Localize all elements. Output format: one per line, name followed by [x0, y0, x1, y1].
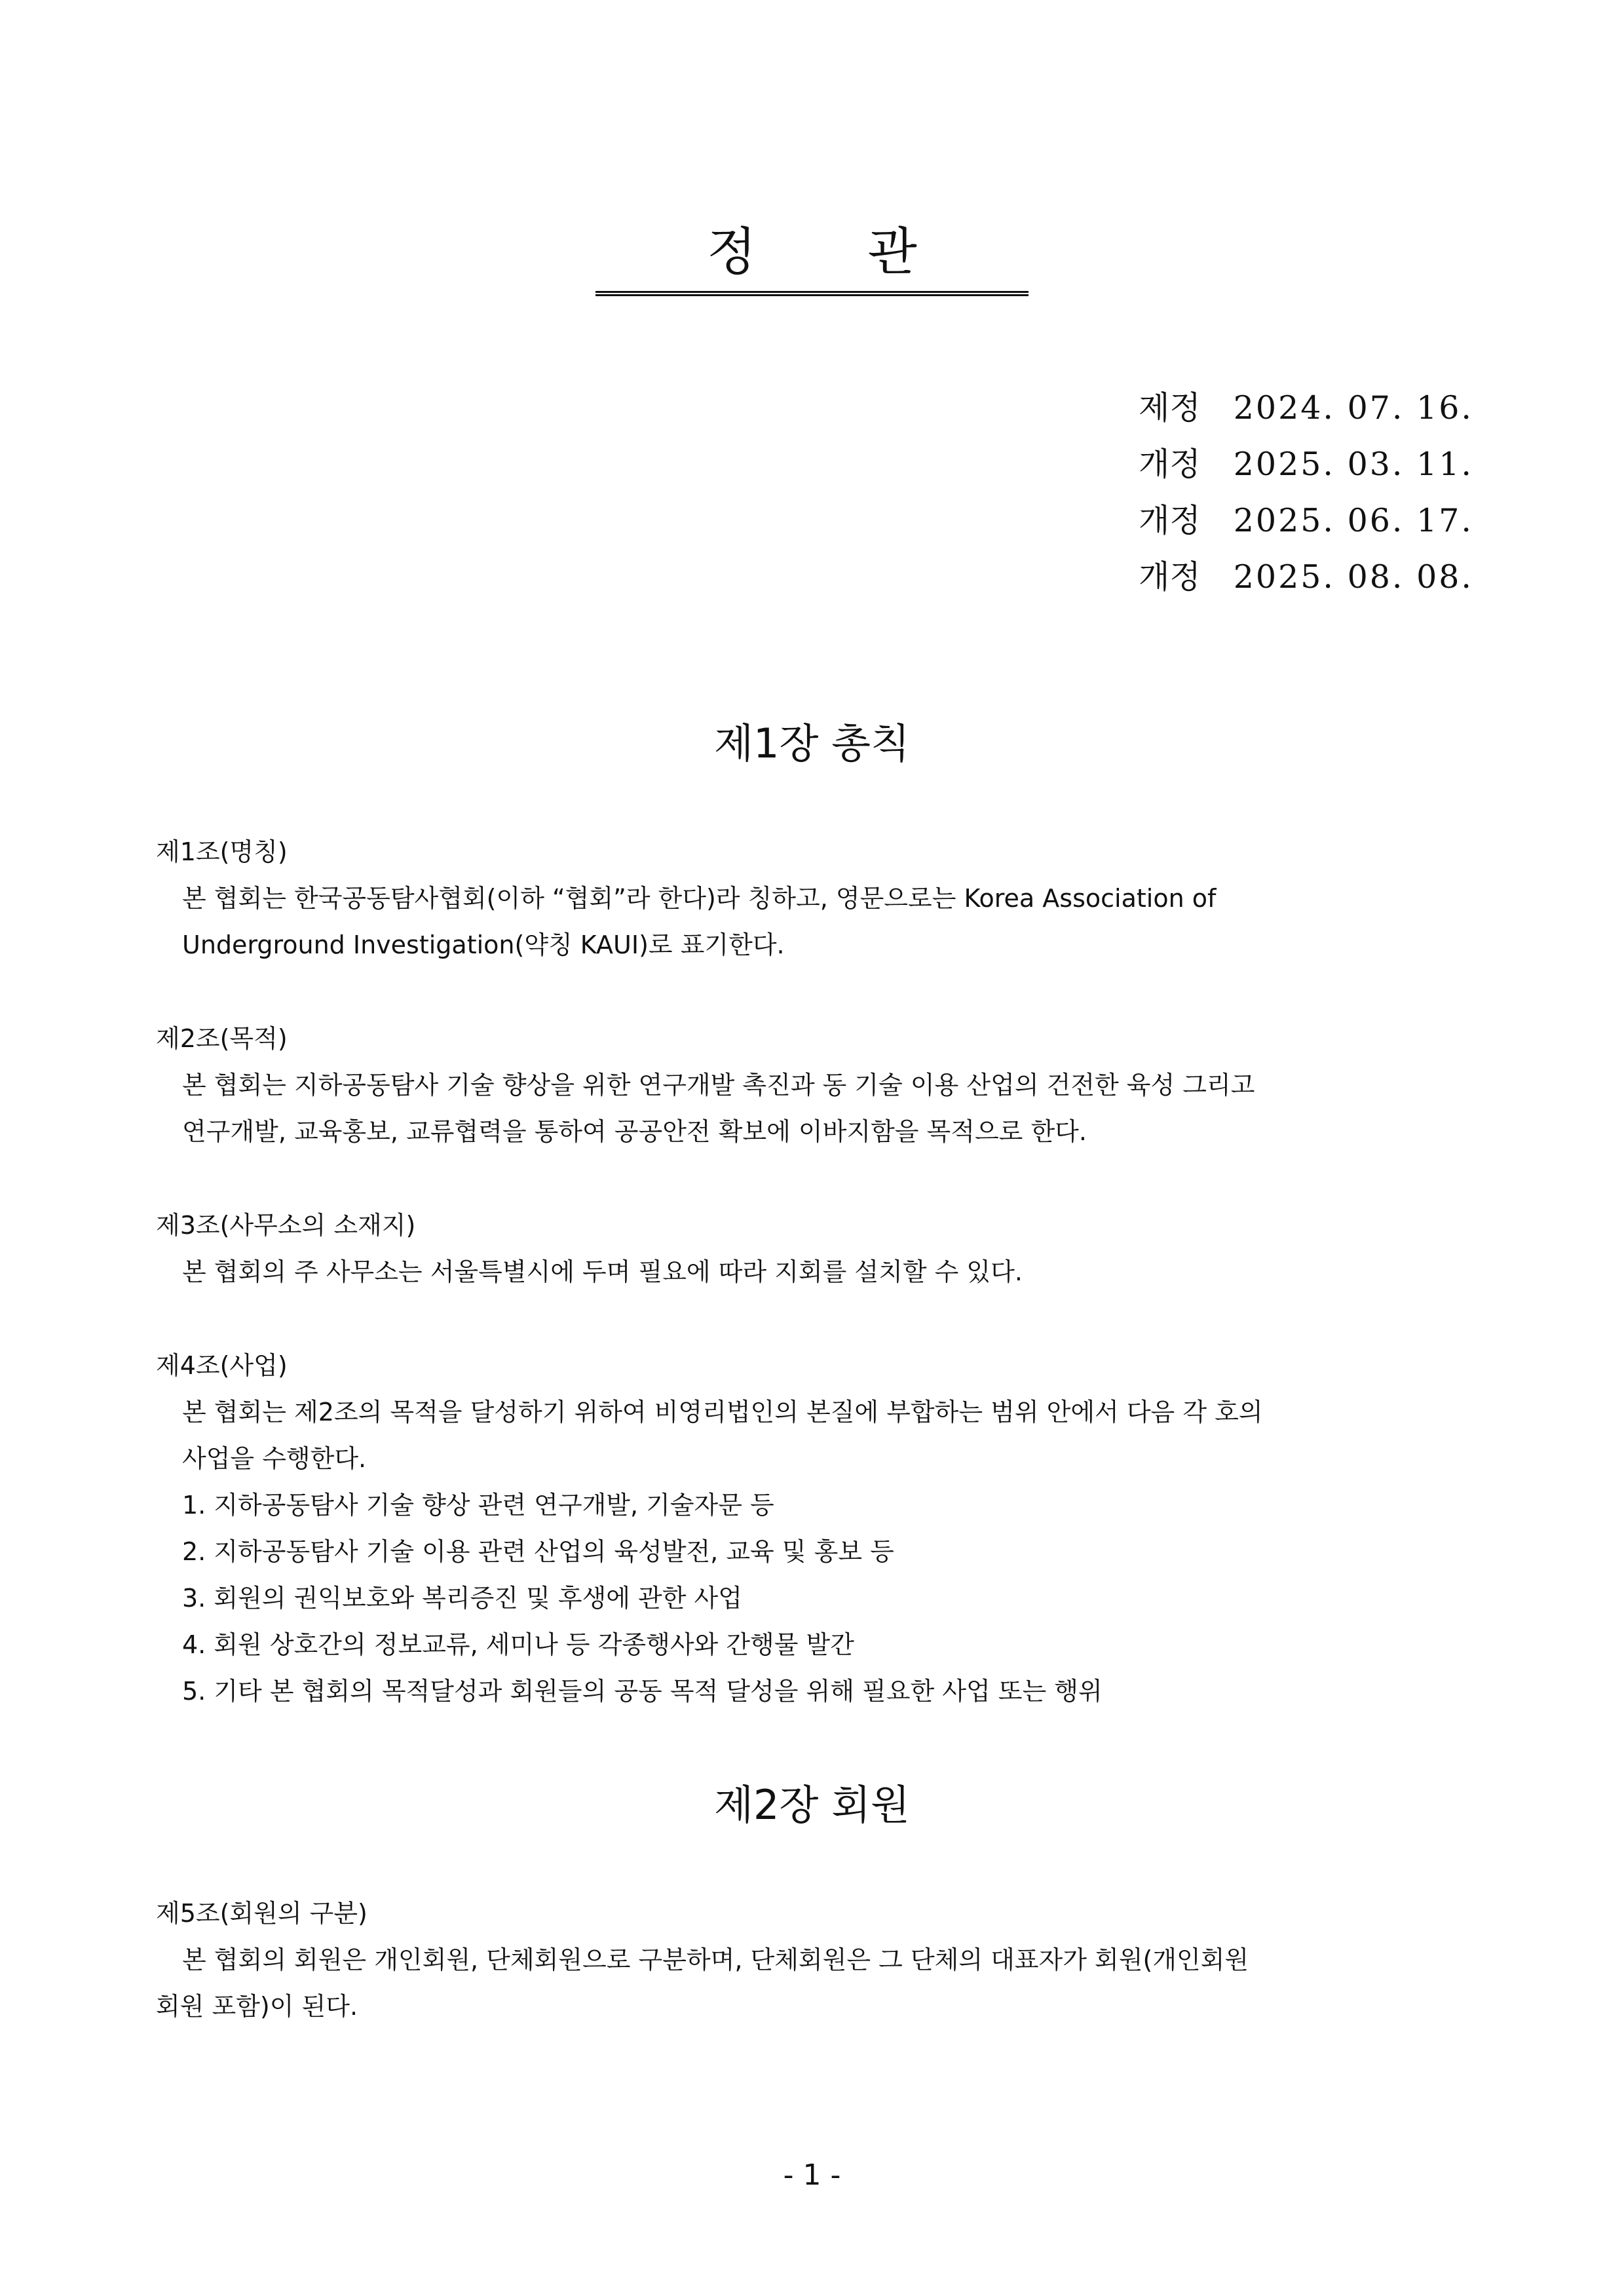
history-row [1139, 549, 1473, 605]
article-line: 본 협회는 한국공동탐사협회(이하 “협회”라 한다)라 칭하고, 영문으로는 Korea Association of [182, 884, 1217, 913]
article-heading: 제3조(사무소의 소재지) [156, 1211, 416, 1240]
history-date: 2024. 07. 16. [1233, 389, 1473, 427]
article-heading: 제1조(명칭) [156, 837, 288, 866]
list-item: 4. 회원 상호간의 정보교류, 세미나 등 각종행사와 간행물 발간 [182, 1630, 854, 1659]
article-line: 연구개발, 교육홍보, 교류협력을 통하여 공공안전 확보에 이바지함을 목적으로 한다. [182, 1117, 1087, 1146]
list-item: 1. 지하공동탐사 기술 향상 관련 연구개발, 기술자문 등 [182, 1491, 774, 1520]
article-line: 본 협회의 주 사무소는 서울특별시에 두며 필요에 따라 지회를 설치할 수 있다. [182, 1257, 1023, 1286]
history-date: 2025. 06. 17. [1233, 502, 1473, 539]
article-heading: 제4조(사업) [156, 1351, 288, 1380]
article-line: 본 협회의 회원은 개인회원, 단체회원으로 구분하며, 단체회원은 그 단체의 대표자가 회원(개인회원 [182, 1945, 1249, 1974]
history-row [1139, 436, 1473, 493]
history-date: 2025. 03. 11. [1233, 446, 1473, 483]
history-label: 제정 [1139, 389, 1201, 427]
list-item: 5. 기타 본 협회의 목적달성과 회원들의 공동 목적 달성을 위해 필요한 사업 또는 행위 [182, 1677, 1103, 1706]
list-item: 2. 지하공동탐사 기술 이용 관련 산업의 육성발전, 교육 및 홍보 등 [182, 1537, 894, 1566]
history-label: 개정 [1139, 502, 1201, 539]
history-date: 2025. 08. 08. [1233, 558, 1473, 596]
article-line: 회원 포함)이 된다. [156, 1992, 358, 2021]
article-heading: 제5조(회원의 구분) [156, 1899, 368, 1928]
chapter-title: 제2장 회원 [714, 1781, 910, 1829]
article-line: 본 협회는 제2조의 목적을 달성하기 위하여 비영리법인의 본질에 부합하는 범위 안에서 다음 각 호의 [182, 1398, 1263, 1426]
history-label: 개정 [1139, 446, 1201, 483]
history-label: 개정 [1139, 558, 1201, 596]
article-line: 본 협회는 지하공동탐사 기술 향상을 위한 연구개발 촉진과 동 기술 이용 산업의 건전한 육성 그리고 [182, 1071, 1255, 1100]
document-title: 정관 [0, 216, 1624, 296]
list-item: 3. 회원의 권익보호와 복리증진 및 후생에 관한 사업 [182, 1584, 742, 1613]
article-line: 사업을 수행한다. [182, 1444, 367, 1473]
article-heading: 제2조(목적) [156, 1024, 288, 1053]
history-row [1139, 493, 1473, 549]
article-line: Underground Investigation(약칭 KAUI)로 표기한다. [182, 930, 785, 959]
page-number: - 1 - [783, 2158, 841, 2192]
revision-history [1139, 380, 1473, 605]
chapter-title: 제1장 총칙 [714, 719, 910, 767]
history-row [1139, 380, 1473, 436]
